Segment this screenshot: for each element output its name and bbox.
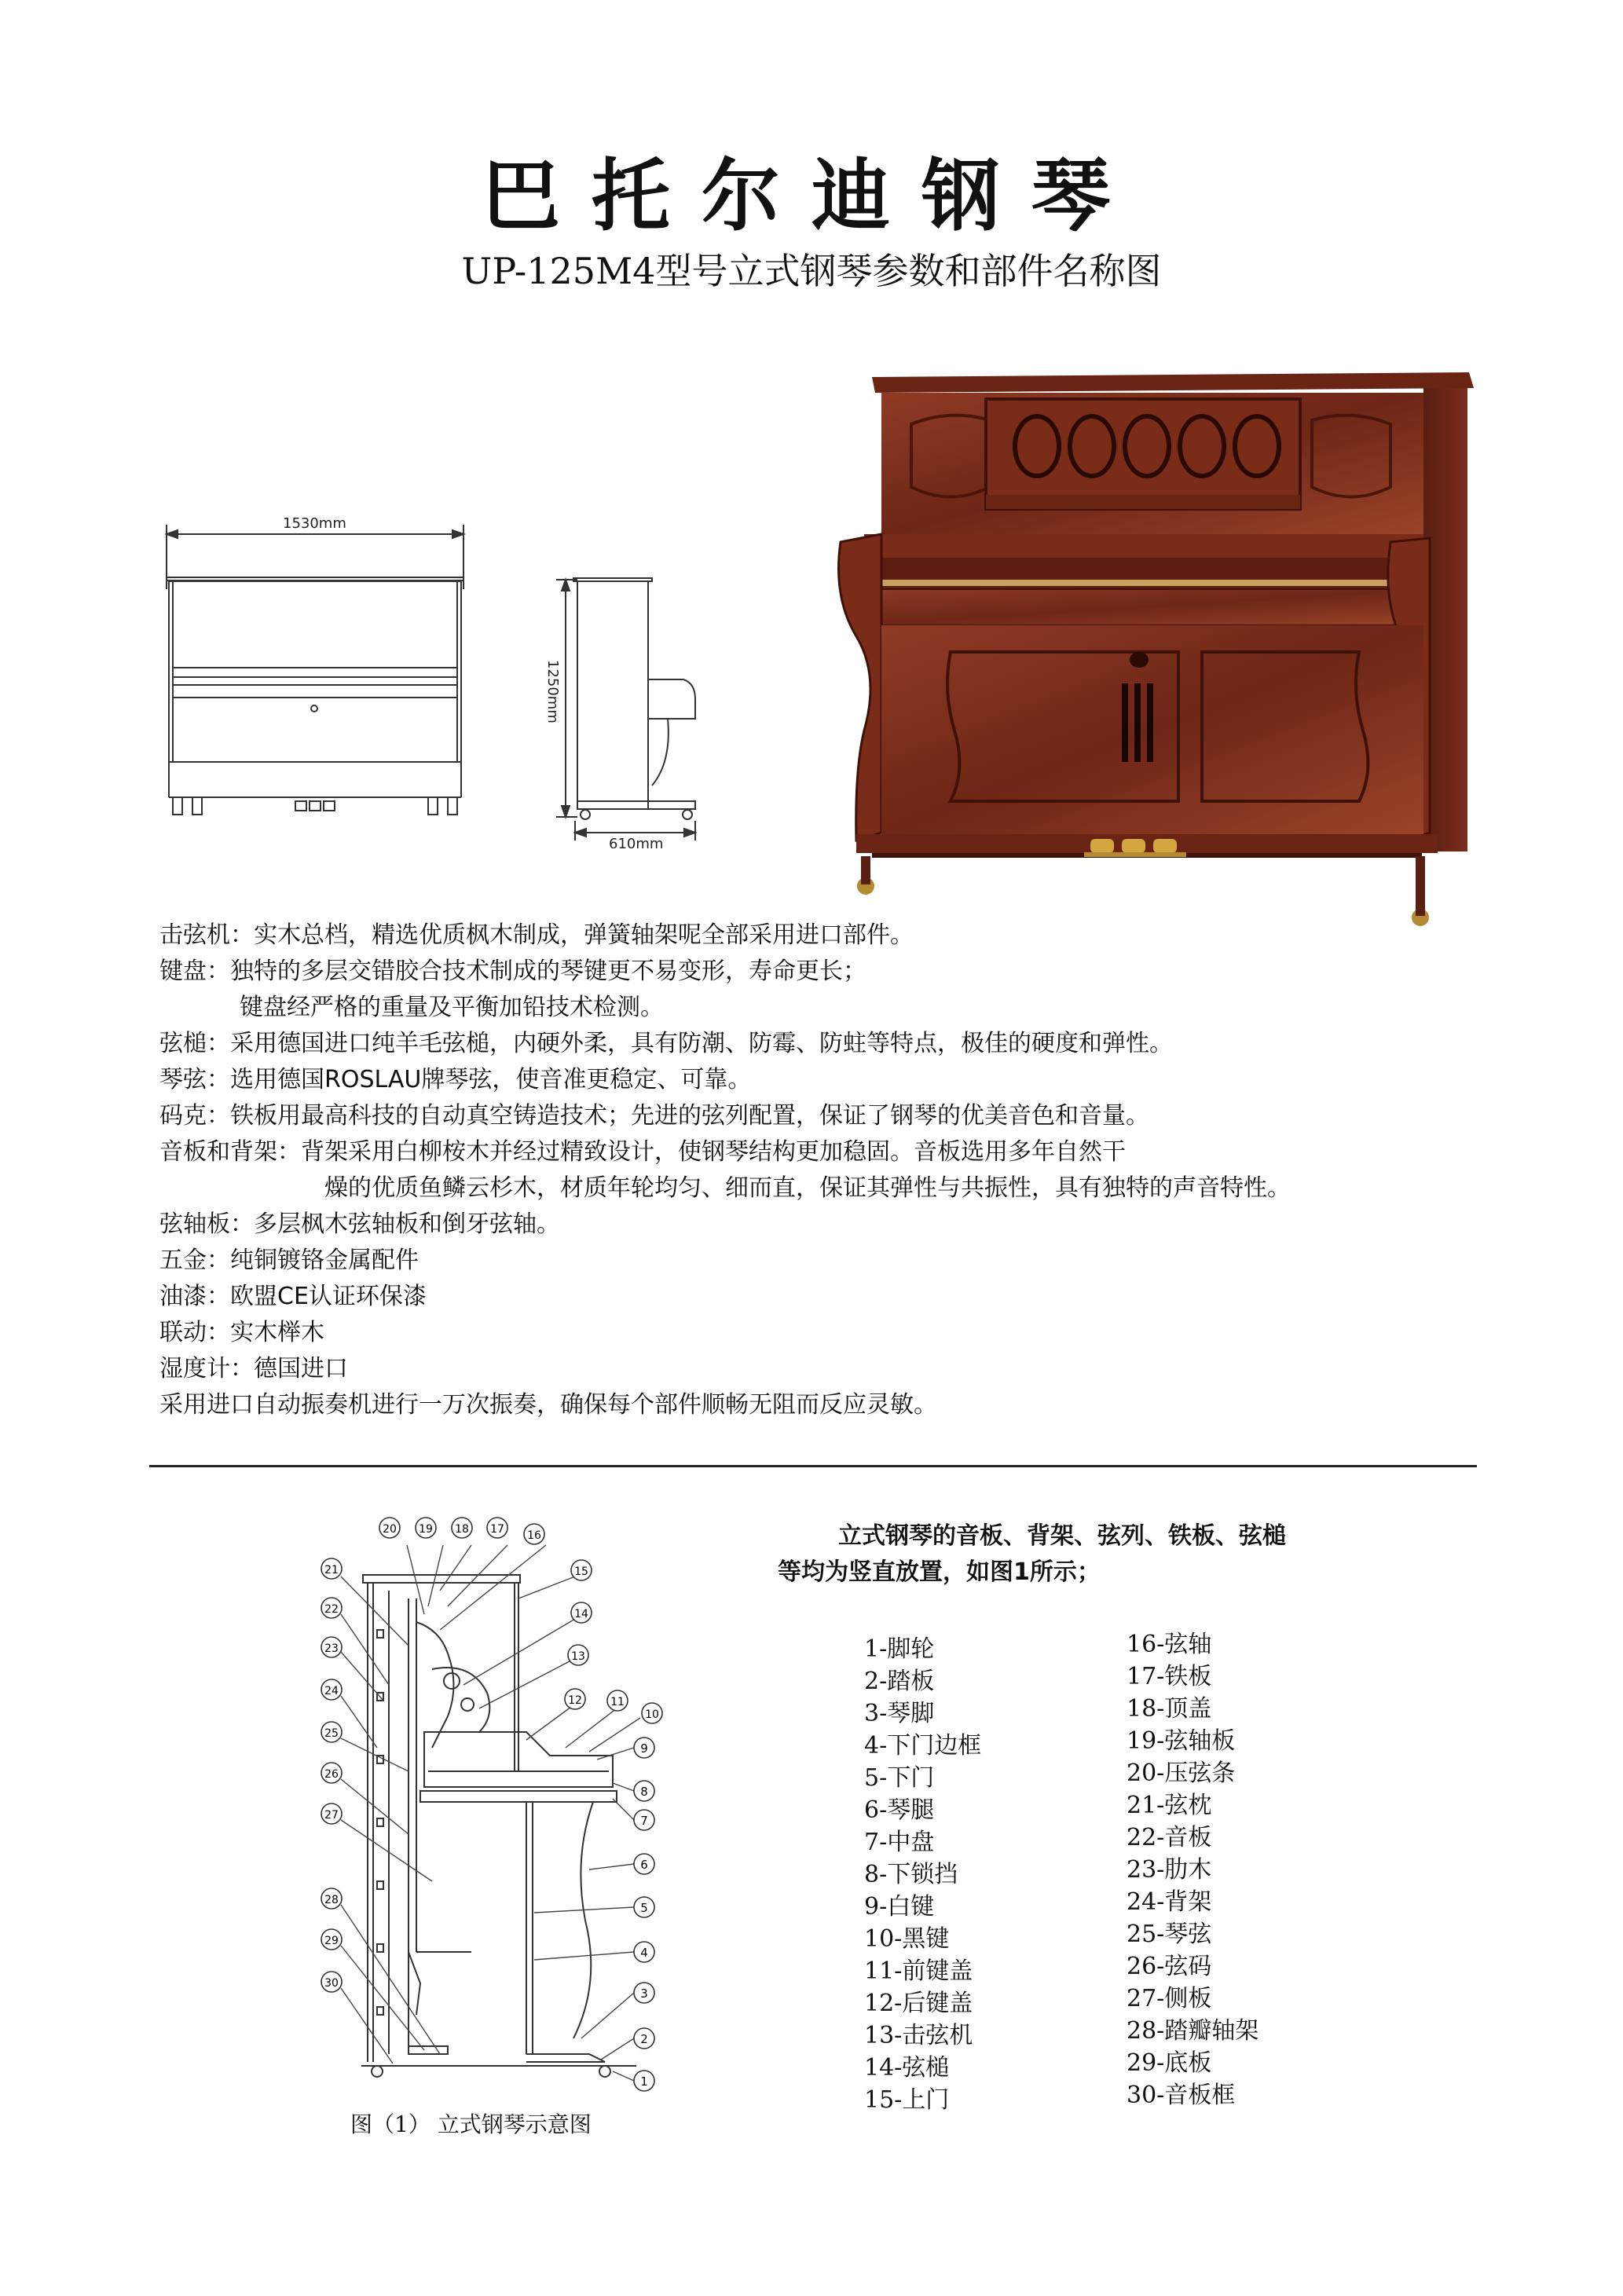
spec-line-hardware: 五金：纯铜镀铬金属配件 bbox=[159, 1247, 419, 1274]
part-item: 1-脚轮 bbox=[864, 1635, 935, 1663]
cross-section-diagram bbox=[291, 1512, 699, 2109]
callout-label: 30 bbox=[324, 1977, 339, 1990]
callout-label: 24 bbox=[324, 1685, 339, 1697]
spec-line-keyboard-cont: 键盘经严格的重量及平衡加铅技术检测。 bbox=[240, 994, 664, 1021]
dimension-drawing bbox=[149, 503, 715, 848]
page-title: 巴托尔迪钢琴 bbox=[482, 150, 1141, 242]
spec-line-strings: 琴弦：选用德国ROSLAU牌琴弦，使音准更稳定、可靠。 bbox=[159, 1066, 752, 1093]
part-item: 19-弦轴板 bbox=[1127, 1727, 1236, 1755]
callout-label: 4 bbox=[640, 1946, 648, 1960]
page-subtitle: UP-125M4型号立式钢琴参数和部件名称图 bbox=[461, 250, 1162, 292]
part-item: 4-下门边框 bbox=[864, 1732, 982, 1760]
callout-label: 16 bbox=[527, 1529, 541, 1542]
part-item: 20-压弦条 bbox=[1127, 1760, 1236, 1787]
part-item: 28-踏瓣轴架 bbox=[1127, 2017, 1259, 2045]
part-item: 30-音板框 bbox=[1127, 2082, 1236, 2109]
callout-label: 28 bbox=[324, 1894, 339, 1906]
spec-line-soundboard-cont: 燥的优质鱼鳞云杉木，材质年轮均匀、细而直，保证其弹性与共振性，具有独特的声音特性。 bbox=[324, 1174, 1291, 1202]
spec-line-hammer: 弦槌：采用德国进口纯羊毛弦槌，内硬外柔，具有防潮、防霉、防蛀等特点，极佳的硬度和弹性。 bbox=[159, 1030, 1173, 1057]
part-item: 5-下门 bbox=[864, 1764, 935, 1792]
part-item: 16-弦轴 bbox=[1127, 1631, 1212, 1658]
part-item: 24-背架 bbox=[1127, 1888, 1212, 1916]
part-item: 3-琴脚 bbox=[864, 1700, 935, 1727]
part-item: 9-白键 bbox=[864, 1893, 935, 1921]
callout-label: 21 bbox=[324, 1564, 339, 1576]
spec-line-plate: 码克：铁板用最高科技的自动真空铸造技术；先进的弦列配置，保证了钢琴的优美音色和音量。 bbox=[159, 1102, 1149, 1130]
figure-caption: 图（1） 立式钢琴示意图 bbox=[350, 2111, 592, 2137]
spec-line-soundboard: 音板和背架：背架采用白柳桉木并经过精致设计，使钢琴结构更加稳固。音板选用多年自然干 bbox=[159, 1138, 1126, 1166]
spec-line-pinblock: 弦轴板：多层枫木弦轴板和倒牙弦轴。 bbox=[159, 1210, 560, 1238]
part-item: 22-音板 bbox=[1127, 1824, 1212, 1851]
callout-label: 2 bbox=[640, 2032, 648, 2046]
spec-line-finish: 油漆：欧盟CE认证环保漆 bbox=[159, 1283, 427, 1310]
callout-label: 15 bbox=[574, 1565, 588, 1578]
callout-label: 23 bbox=[324, 1642, 339, 1655]
callout-label: 19 bbox=[419, 1523, 433, 1536]
callout-label: 14 bbox=[574, 1608, 588, 1620]
part-item: 21-弦枕 bbox=[1127, 1792, 1212, 1819]
part-item: 18-顶盖 bbox=[1127, 1695, 1212, 1723]
part-item: 29-底板 bbox=[1127, 2049, 1212, 2077]
part-item: 2-踏板 bbox=[864, 1668, 935, 1695]
callout-label: 10 bbox=[645, 1708, 659, 1721]
callout-label: 17 bbox=[490, 1523, 504, 1536]
callout-label: 9 bbox=[640, 1741, 648, 1756]
diagram-heading-line2: 等均为竖直放置，如图1所示； bbox=[778, 1558, 1101, 1586]
callout-label: 18 bbox=[455, 1523, 469, 1536]
width-dimension-label: 1530mm bbox=[283, 515, 346, 532]
callout-label: 12 bbox=[568, 1694, 582, 1707]
callout-label: 8 bbox=[640, 1785, 648, 1799]
callout-label: 3 bbox=[640, 1987, 648, 2001]
section-divider bbox=[149, 1465, 1477, 1467]
spec-line-testing: 采用进口自动振奏机进行一万次振奏，确保每个部件顺畅无阻而反应灵敏。 bbox=[159, 1391, 937, 1419]
part-item: 15-上门 bbox=[864, 2086, 950, 2114]
part-item: 6-琴腿 bbox=[864, 1796, 935, 1824]
part-item: 11-前键盖 bbox=[864, 1957, 973, 1985]
callout-label: 13 bbox=[571, 1650, 585, 1663]
part-item: 26-弦码 bbox=[1127, 1953, 1212, 1980]
callout-label: 7 bbox=[640, 1814, 648, 1828]
spec-line-linkage: 联动：实木榉木 bbox=[159, 1319, 324, 1346]
callout-label: 29 bbox=[324, 1935, 339, 1947]
part-item: 23-肋木 bbox=[1127, 1856, 1212, 1884]
part-item: 10-黑键 bbox=[864, 1925, 950, 1953]
callout-label: 27 bbox=[324, 1809, 339, 1822]
callout-label: 6 bbox=[640, 1858, 648, 1872]
height-dimension-label: 1250mm bbox=[544, 660, 561, 723]
part-item: 17-铁板 bbox=[1127, 1663, 1212, 1690]
spec-line-hygrometer: 湿度计：德国进口 bbox=[159, 1355, 348, 1382]
diagram-heading-line1: 立式钢琴的音板、背架、弦列、铁板、弦槌 bbox=[838, 1522, 1286, 1550]
part-item: 14-弦槌 bbox=[864, 2054, 950, 2082]
callout-label: 25 bbox=[324, 1727, 339, 1740]
spec-line-action: 击弦机：实木总档，精选优质枫木制成，弹簧轴架呢全部采用进口部件。 bbox=[159, 921, 914, 949]
callout-label: 26 bbox=[324, 1768, 339, 1781]
part-item: 12-后键盖 bbox=[864, 1990, 973, 2017]
callout-label: 22 bbox=[324, 1603, 339, 1616]
callout-label: 20 bbox=[383, 1523, 397, 1536]
part-item: 7-中盘 bbox=[864, 1829, 935, 1856]
part-item: 8-下锁挡 bbox=[864, 1861, 958, 1888]
part-item: 13-击弦机 bbox=[864, 2022, 973, 2049]
part-item: 25-琴弦 bbox=[1127, 1921, 1212, 1948]
callout-label: 11 bbox=[610, 1696, 625, 1708]
piano-photo bbox=[809, 361, 1485, 943]
part-item: 27-侧板 bbox=[1127, 1985, 1212, 2012]
depth-dimension-label: 610mm bbox=[609, 836, 664, 848]
spec-line-keyboard: 键盘：独特的多层交错胶合技术制成的琴键更不易变形，寿命更长； bbox=[159, 958, 866, 985]
callout-label: 1 bbox=[640, 2074, 648, 2089]
callout-label: 5 bbox=[640, 1901, 648, 1915]
